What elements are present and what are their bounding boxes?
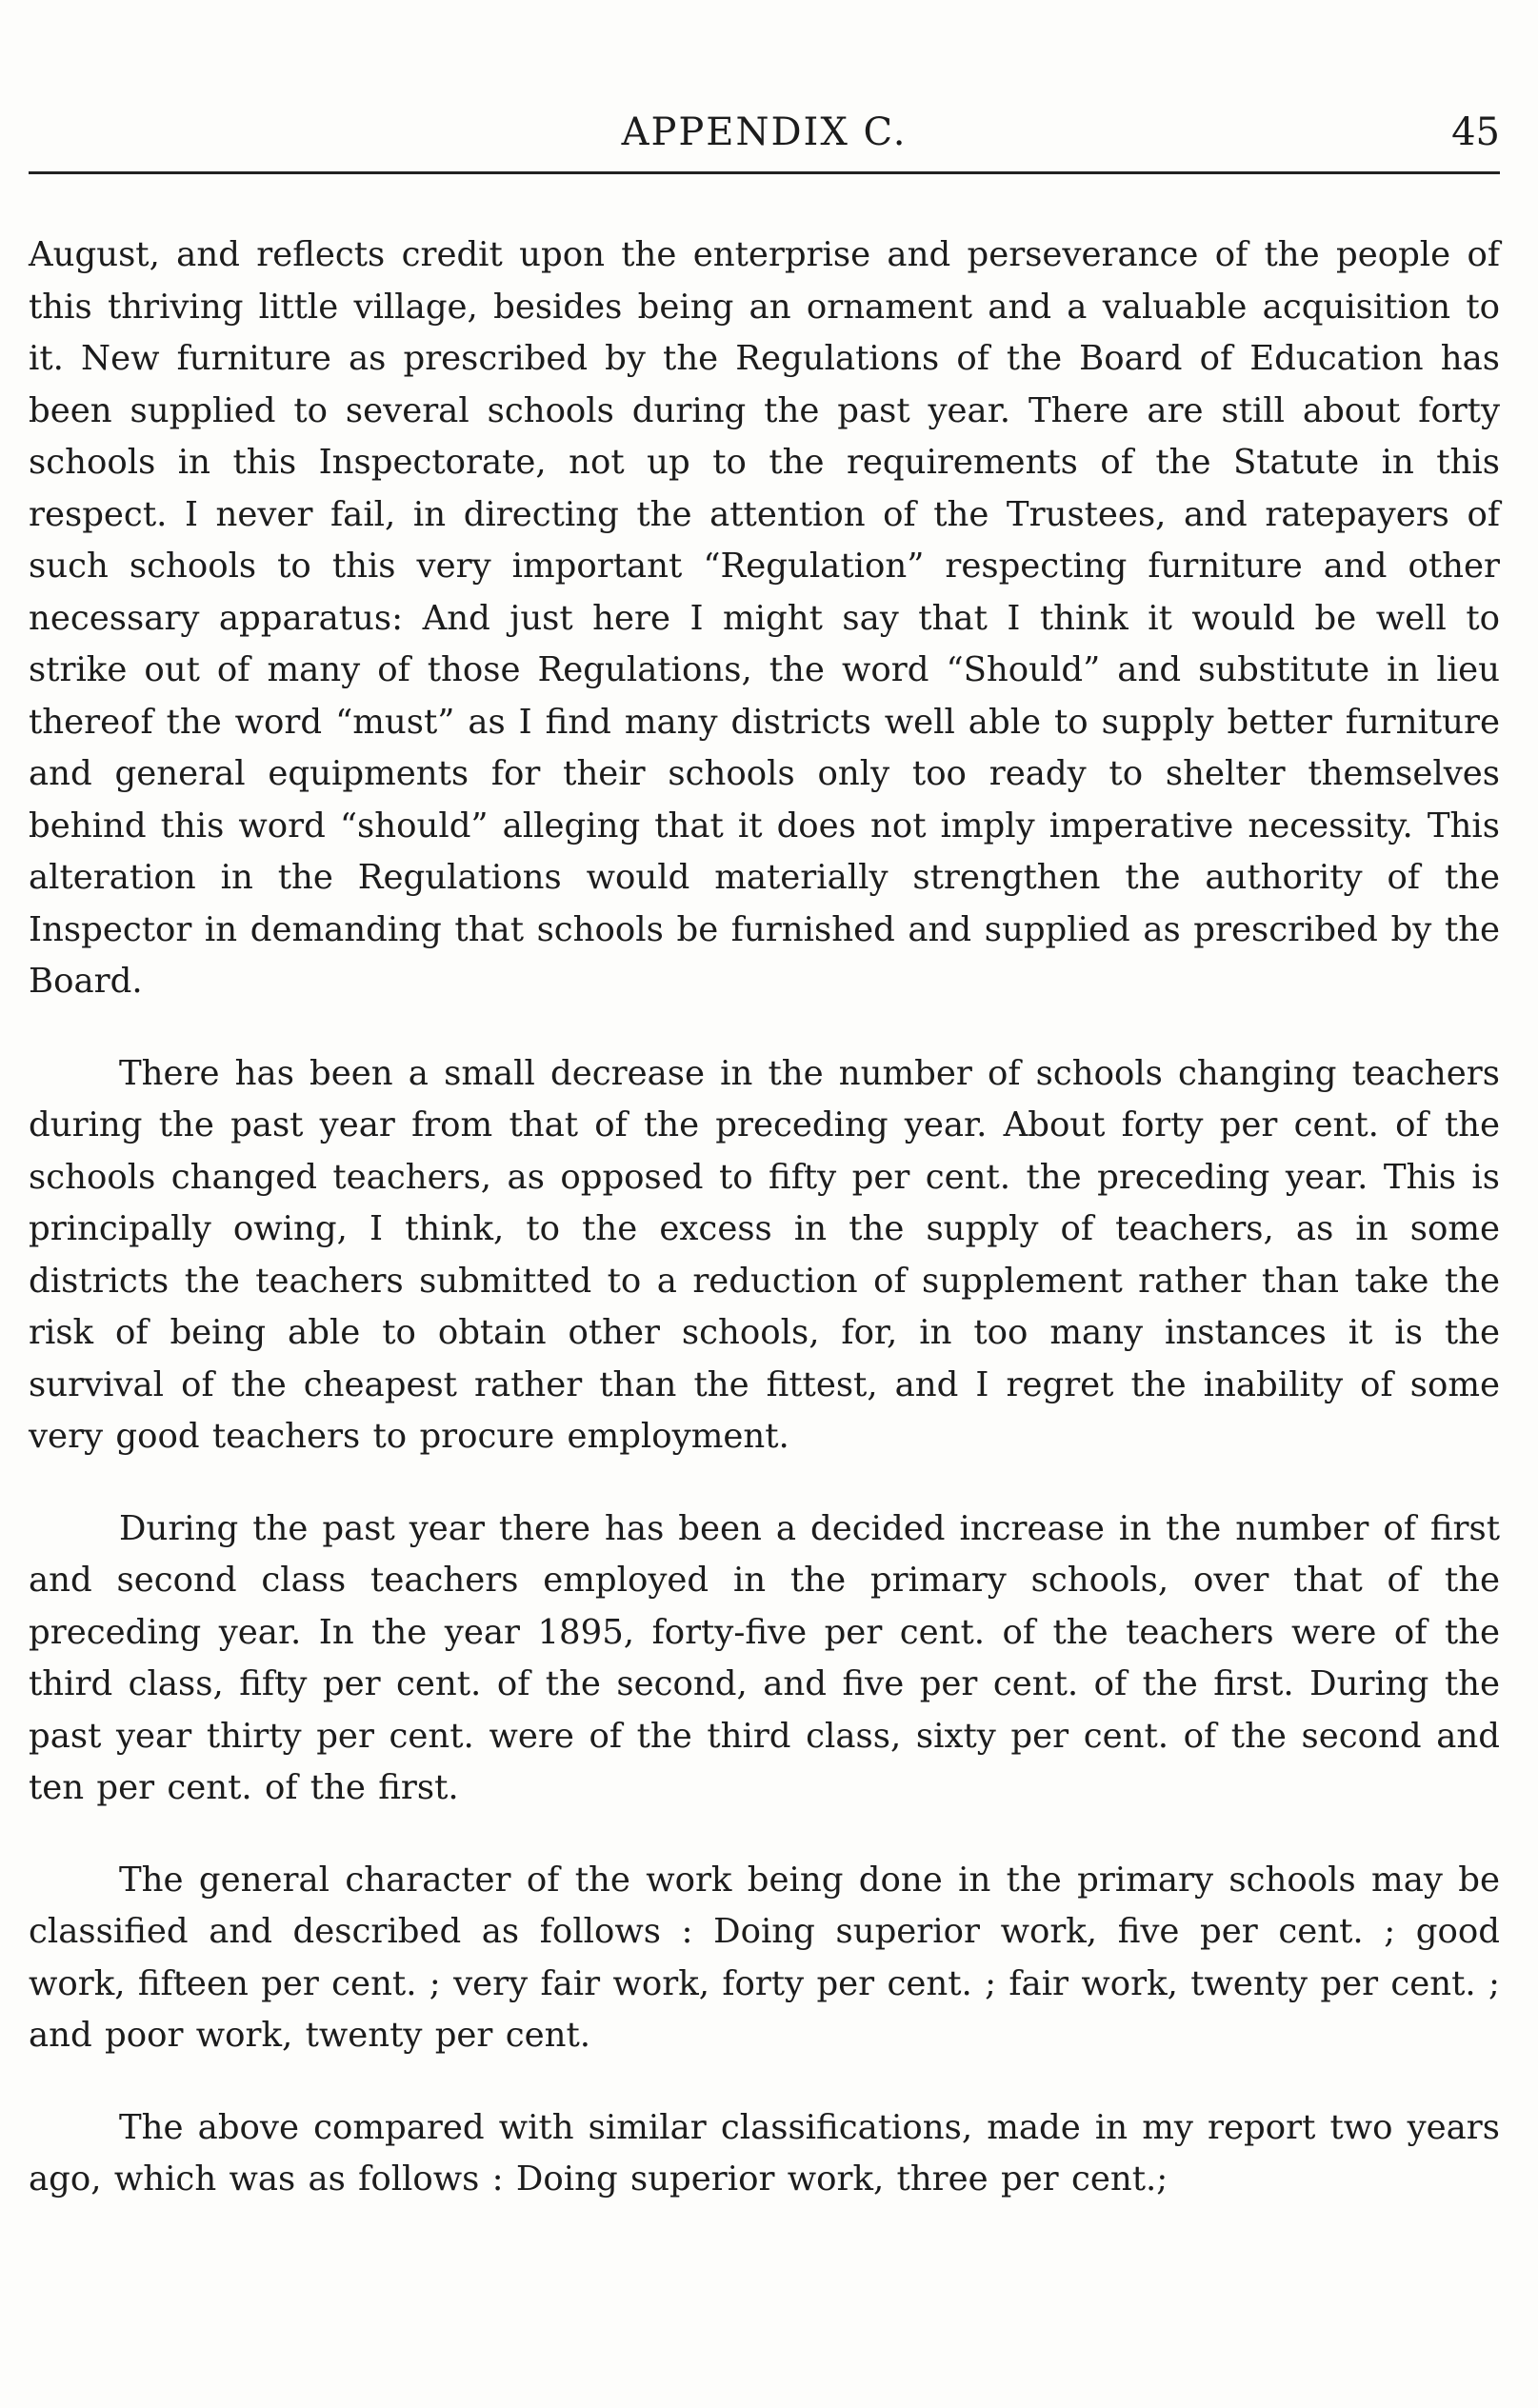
- paragraph-5: The above compared with similar classifications, made in my report two years ago, which was as follows : Doing superior work, three per cent.;: [29, 2107, 1500, 2199]
- paragraph-1: August, and reflects credit upon the enterprise and perseverance of the people of this thriving little village, besides being an ornament and a valuable acquisition to it. New furniture as prescribed by the Regulations of the Board of Education has been supplied to several schools during the past year. There are still about forty schools in this Inspectorate, not up to the requirements of the Statute in this respect. I never fail, in directing the attention of the Trustees, and ratepayers of such schools to this very important “Regulation” respecting furniture and other necessary apparatus: And just here I might say that I think it would be well to strike out of many of those Regulations, the word “Should” and substitute in lieu thereof the word “must” as I find many districts well able to supply better furniture and general equipments for their schools only too ready to shelter themselves behind this word “should” alleging that it does not imply imperative necessity. This alteration in the Regulations would materially strengthen the authority of the Inspector in demanding that schools be furnished and supplied as prescribed by the Board.: [29, 235, 1500, 1001]
- paragraph-4: The general character of the work being done in the primary schools may be classified and described as follows : Doing superior work, five per cent. ; good work, fifteen per cent. ; very fair work, forty per cent. ; fair work, twenty per cent. ; and poor work, twenty per cent.: [29, 1860, 1500, 2055]
- page-number: 45: [1451, 110, 1500, 154]
- page-header: [29, 105, 1500, 174]
- body-text: [29, 229, 1500, 2206]
- running-head: APPENDIX C.: [621, 110, 908, 154]
- document-page: [29, 105, 1500, 2246]
- paragraph-2: There has been a small decrease in the number of schools changing teachers during the past year from that of the preceding year. About forty per cent. of the schools changed teachers, as opposed to fifty per cent. the preceding year. This is principally owing, I think, to the excess in the supply of teachers, as in some districts the teachers submitted to a reduction of supplement rather than take the risk of being able to obtain other schools, for, in too many instances it is the survival of the cheapest rather than the fittest, and I regret the inability of some very good teachers to procure employment.: [29, 1053, 1500, 1456]
- paragraph-3: During the past year there has been a decided increase in the number of first and second class teachers employed in the primary schools, over that of the preceding year. In the year 1895, forty-five per cent. of the teachers were of the third class, fifty per cent. of the second, and five per cent. of the first. During the past year thirty per cent. were of the third class, sixty per cent. of the second and ten per cent. of the first.: [29, 1508, 1500, 1807]
